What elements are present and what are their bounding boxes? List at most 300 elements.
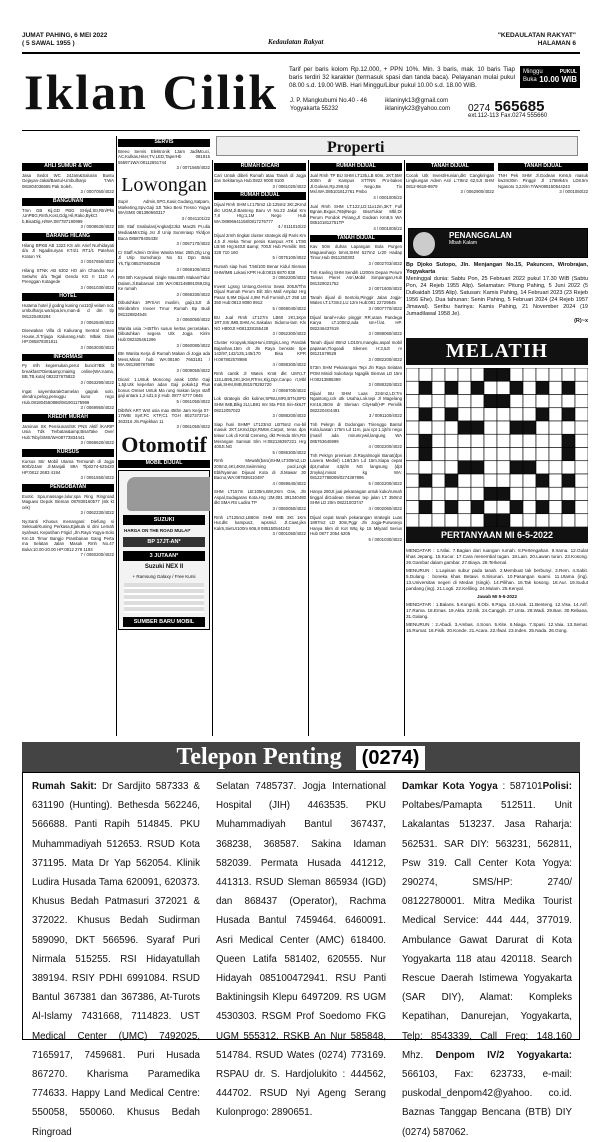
crossword-cell[interactable] [432, 461, 445, 474]
ad-code: 3 / 0068700/4022 [272, 387, 306, 393]
ad-code: 3 / 0001050/22 [559, 189, 588, 195]
otomotif-title: Otomotif [121, 431, 207, 457]
section-header: TANAH DIJUAL [310, 235, 402, 243]
crossword-cell [536, 408, 549, 421]
crossword-cell[interactable] [523, 408, 536, 421]
crossword-cell[interactable] [575, 434, 588, 447]
classified-ad [22, 424, 114, 446]
email-1[interactable]: iklaninyk13@gmail.com [385, 98, 449, 104]
ad-text: Kav 50m dulras Lapangan Bola Purgen Maguwoharjo 5mnt,SHM 527m2 Lr20 Hadap Timur,Hub 0811250303 [310, 244, 402, 261]
crossword-cell[interactable] [575, 514, 588, 527]
crossword-cell[interactable] [510, 487, 523, 500]
crossword-cell[interactable] [458, 501, 471, 514]
crossword-cell [419, 501, 432, 514]
ad-text: Jasa Sedot WC 24Jam&Saluran Buntu Gejayan-Jakal/Bantul-Umbulharjo T.WA 081804036655 Pak Soleh. [22, 172, 114, 189]
classified-ad [214, 233, 306, 261]
crossword-cell[interactable] [575, 395, 588, 408]
crossword-cell[interactable] [406, 395, 419, 408]
ad-code: 4 / 0069640/4022 [272, 480, 306, 486]
crossword-cell[interactable] [549, 381, 562, 394]
ad-code: 5 / 0086300/4022 [272, 449, 306, 455]
crossword-cell[interactable] [549, 395, 562, 408]
ad-text: Rumah siap huni T.56/100 Benar Kidul Sleman SHM/IMB Lokasi KPR Hub:0815 6870 838 [214, 263, 306, 275]
crossword-cell [484, 395, 497, 408]
crossword-cell[interactable] [549, 368, 562, 381]
crossword-cell[interactable] [432, 474, 445, 487]
crossword-cell[interactable] [419, 421, 432, 434]
crossword-cell[interactable] [549, 461, 562, 474]
crossword-cell[interactable] [549, 448, 562, 461]
title-rule [22, 130, 580, 131]
ad-code: 3 / 0009050/4022 [176, 368, 210, 373]
crossword-cell[interactable] [562, 421, 575, 434]
crossword-cell[interactable] [458, 448, 471, 461]
crossword-cell [510, 381, 523, 394]
ad-code: 4 / 0001005/22 [373, 225, 402, 231]
crossword-cell[interactable] [536, 368, 549, 381]
crossword-cell[interactable] [445, 395, 458, 408]
crossword-cell[interactable] [419, 487, 432, 500]
classified-ad [310, 391, 402, 419]
crossword-cell[interactable] [523, 368, 536, 381]
crossword-cell[interactable] [432, 501, 445, 514]
crossword-cell[interactable] [445, 487, 458, 500]
crossword-cell[interactable] [406, 487, 419, 500]
section-header: RUMAH DICARI [214, 163, 306, 171]
job-ad [118, 250, 210, 272]
crossword-cell[interactable] [445, 448, 458, 461]
ad-text: Rmh Mewah(baru)SHM,LT309m2,LD 200m2,4Kt,4KM,Swimming pool,Lngk Ebl/Nyaman Dijuual Kota di Jl.Mawar 30 Bacno,WA:087838410497 [214, 458, 306, 481]
crossword-cell[interactable] [406, 448, 419, 461]
classified-ad [22, 303, 114, 325]
crossword-cell[interactable] [497, 434, 510, 447]
crossword-cell[interactable] [536, 421, 549, 434]
crossword-cell[interactable] [536, 461, 549, 474]
crossword-cell[interactable] [445, 514, 458, 527]
lowongan-title: Lowongan [121, 173, 207, 196]
ad-code: 3 / 0060050/4022 [272, 506, 306, 512]
col-divider [308, 160, 309, 736]
crossword-cell[interactable] [536, 487, 549, 500]
address-block [290, 98, 367, 113]
crossword-cell[interactable] [510, 434, 523, 447]
crossword-cell[interactable] [562, 461, 575, 474]
crossword-cell[interactable] [523, 501, 536, 514]
ad-code: 3 / 0082200/4022 [368, 356, 402, 362]
classified-ad [22, 268, 114, 290]
crossword-cell[interactable] [523, 448, 536, 461]
crossword-cell[interactable] [471, 408, 484, 421]
ad-text: Cari Untuk dibeli Rumah atau Tanah di Jogja dan Sekitarnya Hub:0822 9000 9100 [214, 172, 306, 184]
crossword-cell[interactable] [497, 408, 510, 421]
section-header: KREDIT MURAH [22, 414, 114, 422]
crossword-cell[interactable] [406, 408, 419, 421]
suzuki-offer1: BP 17JT-AN* [123, 537, 205, 547]
crossword-cell[interactable] [549, 514, 562, 527]
telepon-col-1 [32, 777, 200, 1142]
ad-text: RM Bth Karyawati Single Max40th Makan/Tidur Dalam,Jl.Babarsari 108 WA:082148891059,Dtg Ke rumah [118, 275, 210, 292]
ad-code: 3 / 0060080/4022 [176, 342, 210, 348]
ad-text: Jual Rmh TP BU SHM LT135,LB 60m, 2KT,5Mr 200m dr Kampus STTNN Pro-bakes Jl.Golean,Rp.299,5jt Nego,Be Tix Msl.WA:085101812761 Pmbo [310, 172, 402, 195]
crossword-cell[interactable] [497, 474, 510, 487]
crossword-cell[interactable] [484, 501, 497, 514]
section-header: BANGUNAN [22, 198, 114, 206]
crossword-cell[interactable] [432, 368, 445, 381]
mobil-dijual-header: MOBIL DIJUAL [118, 460, 210, 468]
ad-text: Hutama hotel jl godng kuning no110jl velam no1 umbulharjo.wa:kipa,km,man-di d dm tlp 081225493284 [22, 302, 114, 320]
ad-text: Tnh Pekrgn di Godongan Trirenggo Bantul Kota,luasan 175m Ld 11m, juai cpt 1,1jt/m nego (masif ada mirumrywil,langung WA 085763645999 [310, 421, 402, 444]
crossword-cell[interactable] [484, 421, 497, 434]
car-image [127, 477, 210, 511]
crossword-cell[interactable] [432, 421, 445, 434]
answers-menurun: MENURUN : 2.Abadi. 3.Ambas. 4.Soon. 5.Kite. 6.Niaga. 7.Spasi. 12.Vaia. 13.Semat. 15.Rumat. 16.Fisik. 20.Konde. 21.Acara. 22.Ifwal. 23.Inden. 25.Nada. 26.Gong. [406, 622, 588, 633]
answers-title: Jawab MI 5-5-2022 [476, 594, 518, 599]
crossword-cell[interactable] [575, 421, 588, 434]
crossword-cell[interactable] [484, 474, 497, 487]
crossword-cell[interactable] [549, 408, 562, 421]
crossword-cell [536, 474, 549, 487]
classified-ad [214, 173, 306, 190]
classified-ad [214, 371, 306, 393]
penanggalan-banner [408, 228, 588, 258]
crossword-cell[interactable] [419, 395, 432, 408]
crossword-cell[interactable] [471, 474, 484, 487]
ad-text: Hilang STNK AB 6302 HO a/n Chandra Nur Setiwhs d/a Tegal Gendu KG II 1110 A Prenggan Kotagede [22, 267, 114, 285]
penanggalan-subtitle: Mbah Kalam [449, 240, 478, 246]
crossword-cell[interactable] [523, 474, 536, 487]
section-header: HOTEL [22, 293, 114, 301]
crossword-cell[interactable] [536, 395, 549, 408]
crossword-cell[interactable] [549, 421, 562, 434]
ad-code: 3 / 0063030/4022 [80, 345, 114, 351]
deadline-time: 10.00 WIB [539, 75, 577, 84]
crossword-cell[interactable] [497, 448, 510, 461]
obituary-name: Bp Djoko Sutopo, Jln. Menjangan No.15, Pakuncen, Wirobrajan, Yogyakarta [406, 262, 588, 275]
ad-code: 3 / 0088200/4022 [272, 413, 306, 419]
header-rule [22, 52, 580, 54]
crossword-cell[interactable] [510, 514, 523, 527]
crossword-cell[interactable] [406, 381, 419, 394]
ad-code: 3 / 0002703/4022 [368, 260, 402, 266]
section-title: Iklan Cilik [24, 64, 279, 120]
ad-text: Tanah dijual 80m2 LD10m,mangku,aspal mobil papasan,Tlogoadi Slemen H:3,5Jt m 08121578529 [310, 340, 402, 357]
suzuki-promo: SUMBER BARU MOBIL [123, 617, 205, 627]
crossword-cell[interactable] [432, 434, 445, 447]
crossword-cell[interactable] [510, 448, 523, 461]
crossword-cell[interactable] [562, 368, 575, 381]
phone-list: Selatan 7485737. Jogja International Hospital (JIH) 4463535. PKU Muhammadiyah Bantul 367437, 368238, 368587. Sakina Idaman 582039. Permata Husada 441212, 441313. RSUD Sleman 865934 (IGD) dan 868437 (Operator), Rachma Husada Bantul 7459464. 6460091. Asri Medical Center (AMC) 618400. Queen Latifa 581402, 620555. Nur Hidayah 085100472941. RSU Panti Baktiningsih Klepu 6497209. RS UGM 4530303. RSGM Prof Soedomo FKG UGM 555312. RSKB An Nur 585848, 514784. RSUD Wates (0274) 773169. RSPAU dr. S. Hardjolukito : 444562, 444702. RSUD Nyi Ageng Serang Kulonprogo: 2890651. [216, 781, 386, 1119]
crossword-cell[interactable] [406, 501, 419, 514]
crossword-cell[interactable] [445, 421, 458, 434]
ad-text: Jaminan SK Pensiunan/SK PNS Aktif /KARIP Usia Tdk Terbatas&amp;BisaTake Over Hub:Tsby/SMS/WA08773834441 [22, 423, 114, 440]
classified-ad [22, 389, 114, 411]
crossword-cell [471, 381, 484, 394]
suzuki-dealer: Suzuki NEX II [144, 563, 184, 570]
suzuki-details [124, 583, 204, 613]
crossword-cell[interactable] [549, 474, 562, 487]
crossword-cell[interactable] [471, 395, 484, 408]
crossword-cell[interactable] [406, 514, 419, 527]
section-header: INFORMASI [22, 354, 114, 362]
ad-text: Dijual BU SHM Luas 224m2,LD:7m Ngantong,cck utk Usaha,Lok.tepi Jl Magelang Km16,350m dr Sleman CityHall(HP Pemilik 0822204G4491 [310, 390, 402, 413]
crossword-cell[interactable] [575, 448, 588, 461]
column-3 [214, 160, 306, 735]
crossword-cell[interactable] [562, 395, 575, 408]
crossword-cell[interactable] [458, 368, 471, 381]
crossword-cell[interactable] [471, 434, 484, 447]
ad-code: 3 / 0041101/22 [181, 215, 210, 221]
ad-code: 3 / 0062230/4022 [80, 510, 114, 516]
classified-ad [22, 328, 114, 350]
telepon-title: Telepon Penting [176, 744, 342, 770]
crossword-cell[interactable] [575, 368, 588, 381]
ad-text: Hanya 280Jt juai pekarangan untuk kuko/rumah tinggal diGodean Sleman tep jalan LT 350m2 SHM LD 20m 08221003747 [310, 489, 402, 506]
ad-code: 3 / 0062900/4022 [460, 189, 494, 195]
crossword-cell[interactable] [536, 434, 549, 447]
crossword-cell[interactable] [523, 434, 536, 447]
penanggalan-title: PENANGGALAN [449, 231, 512, 240]
phone-ext: ext.112-113 Fax.0274 555660 [468, 113, 548, 119]
crossword-cell[interactable] [510, 408, 523, 421]
ad-text: Cocok Utk Invest/Hunian,dkt Cangkringan Lingkungan Adem Asri L:78m2 62,5Jt SHM 0812-9618-8979 [406, 172, 494, 189]
ad-code: 3 / 0068620/4022 [80, 440, 114, 446]
phone-category: Rumah Sakit: [32, 781, 97, 792]
crossword-cell[interactable] [445, 434, 458, 447]
crossword-cell [562, 408, 575, 421]
crossword-cell[interactable] [445, 368, 458, 381]
crossword-cell[interactable] [549, 487, 562, 500]
crossword-cell[interactable] [497, 421, 510, 434]
job-ad [118, 377, 210, 405]
crossword-cell[interactable] [575, 487, 588, 500]
classified-ad [22, 208, 114, 230]
classified-ad [310, 295, 402, 312]
classified-ad [22, 173, 114, 195]
ad-code: 3 / 0088060/4022 [368, 331, 402, 337]
ad-text: Disewakan Villa di Kaliurang Sentral Green House,Jl.Trijuga Kaliurang,Hub: Mbak Dian HP:085878301811 [22, 328, 114, 345]
crossword-cell[interactable] [536, 448, 549, 461]
column-4 [310, 160, 402, 735]
crossword-cell[interactable] [406, 474, 419, 487]
crossword-cell[interactable] [432, 487, 445, 500]
crossword-cell [419, 381, 432, 394]
ad-text: Dibthrk ART Wnt usia max 45thn Jam Kerja 07-17WIB Syrt:FC KTP,C1 TGH 8027373714-363316 Jln.Pajekkan 11 [118, 407, 210, 424]
classified-ad [214, 422, 306, 456]
crossword-cell[interactable] [575, 501, 588, 514]
classified-ad [310, 244, 402, 266]
crossword-cell [497, 395, 510, 408]
deadline-brand: PUKUL [559, 69, 577, 75]
answers-mendatar: MENDATAR : 1.Balans. 5.Kongsi. 8.Obi. 9.Pagu. 10.Anak. 11.Benteng. 12.Visa. 14.Arif. 17.Rama. 18.Emas. 19.Akta. 22.Itik. 24.Canggih. 27.Unta. 28.Wadi. 29.Ban. 30.Rebana. 31.Galang. [406, 602, 588, 619]
ad-text: Dibutuhkan 3Prt/Art muslim, gaji1,5Jt di Wirobrahm Invoer Tmur Rumah Bp Budi 081328824545 [118, 300, 210, 317]
ad-code: 3 / 0061020/4022 [272, 183, 306, 189]
section-header: SERVIS [118, 139, 210, 147]
ad-text: Btn Wanita Kerja di Rumah Makan di Jogja ada Mess,Minat hub WA:08190 7663181 / WA:081390787696 [118, 351, 210, 368]
ad-text: Kursus Stir Mobil Utama Termurah di Jogja 80rb/2Jam Jl.Manjali 89A Tlp0274-625420 HP:0812 2683 4194 [22, 458, 114, 475]
crossword-cell [536, 501, 549, 514]
ad-code: 5 / 0002200/4022 [368, 480, 402, 486]
crossword-cell[interactable] [471, 514, 484, 527]
crossword-cell[interactable] [458, 408, 471, 421]
crossword-grid[interactable] [406, 368, 588, 527]
classified-ad [22, 363, 114, 385]
column-6 [498, 160, 588, 225]
column-5 [406, 160, 494, 225]
crossword-cell [471, 461, 484, 474]
crossword-cell[interactable] [432, 395, 445, 408]
column-1 [22, 160, 114, 735]
page-number: HALAMAN 6 [537, 40, 576, 47]
ad-code: 4 / 0001005/22 [373, 194, 402, 200]
deadline-box [520, 66, 580, 88]
crossword-cell [510, 501, 523, 514]
crossword-cell[interactable] [406, 461, 419, 474]
crossword-cell [484, 487, 497, 500]
crossword-cell [497, 487, 510, 500]
crossword-cell[interactable] [458, 434, 471, 447]
telepon-col-3 [402, 777, 572, 1142]
crossword-cell[interactable] [419, 514, 432, 527]
crossword-cell [536, 381, 549, 394]
crossword-cell[interactable] [484, 408, 497, 421]
crossword-cell[interactable] [406, 368, 419, 381]
crossword-cell [471, 501, 484, 514]
email-2[interactable]: iklaninyk23@yahoo.com [385, 105, 451, 112]
obituary-code: (R)~x [574, 318, 588, 324]
properti-title: Properti [327, 139, 385, 156]
crossword-cell[interactable] [471, 368, 484, 381]
crossword-cell [510, 461, 523, 474]
crossword-cell [445, 408, 458, 421]
classified-ad [310, 204, 402, 232]
classified-ad [310, 515, 402, 543]
crossword-cell[interactable] [497, 501, 510, 514]
job-ad [118, 351, 210, 373]
crossword-cell[interactable] [432, 408, 445, 421]
ad-code: 3 / 0063290/4022 [80, 380, 114, 385]
crossword-cell[interactable] [523, 514, 536, 527]
ad-text: Ingat sayembarakGamelan gagrak solo, slendro,pelog,penuggu kuno rego Hub.081804550888/081901175999 [22, 388, 114, 405]
crossword-cell[interactable] [523, 381, 536, 394]
crossword-cell[interactable] [471, 448, 484, 461]
crossword-cell [497, 514, 510, 527]
crossword-cell[interactable] [471, 487, 484, 500]
telepon-penting-banner [22, 742, 580, 772]
suzuki-brand: SUZUKI [123, 515, 205, 525]
ad-text: Dicari: 1.Untuk Moncong anak 10thn Gaji 1,5jt.Utk keperlan adan Gaji pokok1jt Plus bonus Omset Untuk Ma rung makan larys staff gaji antara 1,2 sd1,5 jt Hub: 0877 6777 0845 [118, 376, 210, 399]
crossword-cell[interactable] [575, 474, 588, 487]
crossword-cell[interactable] [484, 434, 497, 447]
phone-list: Poltabes/Pamapta 512511. Unit Lakalantas 513237. Jasa Raharja: 562531. SAR DIY: 563231, 562811, Psw 319. Call Center Kota Yogya: 290274, SMS/HP: 2740/ 08122780001. Mitra Medika Tourist Medical Service: 444 444, 377019. Ambulance Gawat Darurat di Kota Yogyakarta 118 atau 420118. Search Rescue Daerah Istimewa Yogyakarta (SAR DIY), Alamat: Kompleks Kepatihan, Danurejan, Yogyakarta, Telp: 8543339, Call Freq: 148.160 Mhz. [402, 800, 572, 1061]
crossword-cell[interactable] [510, 474, 523, 487]
crossword-cell[interactable] [432, 514, 445, 527]
crossword-cell [562, 381, 575, 394]
crossword-cell [419, 448, 432, 461]
crossword-footer: PERTANYAAN MI 6-5-2022 [406, 527, 588, 543]
crossword-cell [419, 474, 432, 487]
classified-ad [214, 489, 306, 511]
portrait-photo [413, 232, 435, 256]
crossword-cell[interactable] [406, 421, 419, 434]
crossword-cell[interactable] [523, 395, 536, 408]
email-block [385, 98, 450, 113]
col-divider [404, 160, 405, 736]
ad-text: TNH Pek SHM Jl.Godean Km6,5 masuk kw2m30m Pinggir Jl 175Mk4m LD8.5m Nganoto 3,2Jt/m T/WA085150544243 [498, 172, 588, 189]
crossword-cell[interactable] [458, 514, 471, 527]
crossword-cell[interactable] [458, 474, 471, 487]
crossword-cell[interactable] [562, 514, 575, 527]
ad-text: Cr Staff Admin Online Wanita Max: 25th,Dlg Lng Jl Urip Sumoharjo No 51 Dpn Bala Yk,Tlp:085378405438 [118, 249, 210, 266]
crossword-cell[interactable] [419, 368, 432, 381]
crossword-cell [562, 448, 575, 461]
phone-list: Dr Sardjito 587333 & 631190 (Hunting). Bethesda 562246, 566688. Panti Rapih 514845. PKU Muhammadiyah 512653. RSUD Kota 371195. Mata Dr Yap 562054. Klinik Ludira Husada Tama 620091, 620373. Khusus Bedah Patmasuri 372021 & 372022. Khusus Bedah Sudirman 589090, DKT 566596. Syaraf Puri Nirmala 515255. RSI Hidayatullah 389194. RSIY PDHI 6991084. RSUD Bantul 367381 dan 367386, At-Turots Al-Islamy 7431668, 7114823. UST Medical Center (UMC) 7492025, 7165917, 7459681. Puri Husada 867270. Kharisma Paramedika 774633. Happy Land Medical Centre: 550058, 550060. Khusus Bedah Ringroad [32, 781, 200, 1138]
crossword-cell[interactable] [406, 434, 419, 447]
crossword-cell[interactable] [432, 381, 445, 394]
crossword-cell[interactable] [562, 487, 575, 500]
crossword-cell[interactable] [484, 448, 497, 461]
ad-code: 3 / 0060050/4022 [176, 317, 210, 323]
ad-text: 573m SHM Pekarangan Tepi Jln Raya Selatan POM Minidi Sukoharjo Ngaglik Sleman LD 15m H:08213885399 [310, 365, 402, 382]
crossword-cell[interactable] [458, 487, 471, 500]
crossword-cell[interactable] [484, 461, 497, 474]
masthead: Kedaulatan Rakyat [268, 38, 324, 46]
ad-text: Tnh Pekrgn premium Jl.Rayalmogiri Banat(dpn Lavera Mediel) L18/13m Ld 15m.Siapa cepat dpt,mahar 4,5jt/m NG langsung (dpt 2myka).minat kg WA: 081227788009/0274387896 [310, 452, 402, 481]
crossword-cell[interactable] [458, 381, 471, 394]
crossword-cell[interactable] [575, 408, 588, 421]
deadline-label1: Minggu [523, 69, 543, 75]
section-header: PENGOBATAN [22, 484, 114, 492]
ad-text: Invest Lgsng Untung,Gersno Sewa 206Jt/Thn Dijual Rumah Perum Elit Slm Mall Amplaz Hrg Pasar 6,9M Dijual 4,9M Full Furnish,LT 258 LB 350 Hub:0813 8080 8912 [214, 283, 306, 306]
deadline-label2: Buka [523, 77, 537, 83]
crossword-cell[interactable] [510, 368, 523, 381]
column-2 [118, 136, 210, 736]
crossword-cell [497, 368, 510, 381]
crossword-cell [510, 421, 523, 434]
crossword-cell[interactable] [458, 395, 471, 408]
crossword-cell [445, 474, 458, 487]
crossword-cell[interactable] [510, 395, 523, 408]
crossword-cell[interactable] [549, 501, 562, 514]
tariff-info: Tarif per baris kolom Rp.12.000, + PPN 10%. Min. 3 baris, mak. 10 baris Tiap baris terdiri 32 karakter (termasuk spasi dan tanda baca). Pelayanan mulai pukul 08.00 s.d. 19.00 WIB. Hari Minggu/Libur pukul 10.00 s.d. 18.00 WIB. [289, 66, 515, 89]
crossword-cell[interactable] [445, 461, 458, 474]
job-ad [118, 224, 210, 246]
crossword-cell[interactable] [536, 514, 549, 527]
col-divider [212, 160, 213, 736]
crossword-cell[interactable] [523, 487, 536, 500]
crossword-cell[interactable] [432, 448, 445, 461]
crossword-cell[interactable] [497, 381, 510, 394]
ad-text: Jual Rmh SHM LT:122,LD:11x12m,3KT Full Bgnan,Bxgus,765jtNego BisaTukar Mbl,Dr Perum Pondok Piriang,Jl Godean Km8,5 WA 085101812751TP [310, 203, 402, 226]
classified-ad [310, 315, 402, 337]
ad-code: 3 / 0007770/4022 [368, 306, 402, 312]
crossword-cell[interactable] [419, 461, 432, 474]
crossword-cell[interactable] [549, 434, 562, 447]
suzuki-headline: HARGA ON THE ROAD MULAI* [124, 527, 191, 533]
crossword-cell[interactable] [497, 461, 510, 474]
obituary-body: Meninggal dunia: Sabtu Pon, 25 Februari 2022 pukul 17.30 WIB (Sabtu Pon, 24 Rejeb 1955 Alip). Selamatan: Pitung Pahing, 5 Juni 2022 (5 Dulkaidah 1955 Alip). Satusan: Kamis Pahing, 14 Februari 2023 (23 Rejeb 1956 Ehe). Dua tahunan: Senin Pahing, 5 Februari 2024 (24 Rejeb 1957 Jimawal). Seribu harinya: Kamis Pahing, 21 November 2024 (19 Jumadilawal 1958 Je). [406, 276, 588, 317]
crossword-cell[interactable] [484, 381, 497, 394]
classified-ad [214, 315, 306, 337]
suzuki-dealer2: + Ramsung Galaxy / Free Kursi [132, 573, 196, 579]
telepon-code: (0274) [356, 746, 426, 770]
classified-ad [214, 396, 306, 418]
section-header: AHLI SUMUR & WC [22, 163, 114, 171]
crossword-cell[interactable] [575, 461, 588, 474]
crossword-cell[interactable] [575, 381, 588, 394]
classified-ad [310, 173, 402, 201]
ad-code: 3 / 0051550/4022 [80, 475, 114, 481]
classified-ad [22, 494, 114, 516]
